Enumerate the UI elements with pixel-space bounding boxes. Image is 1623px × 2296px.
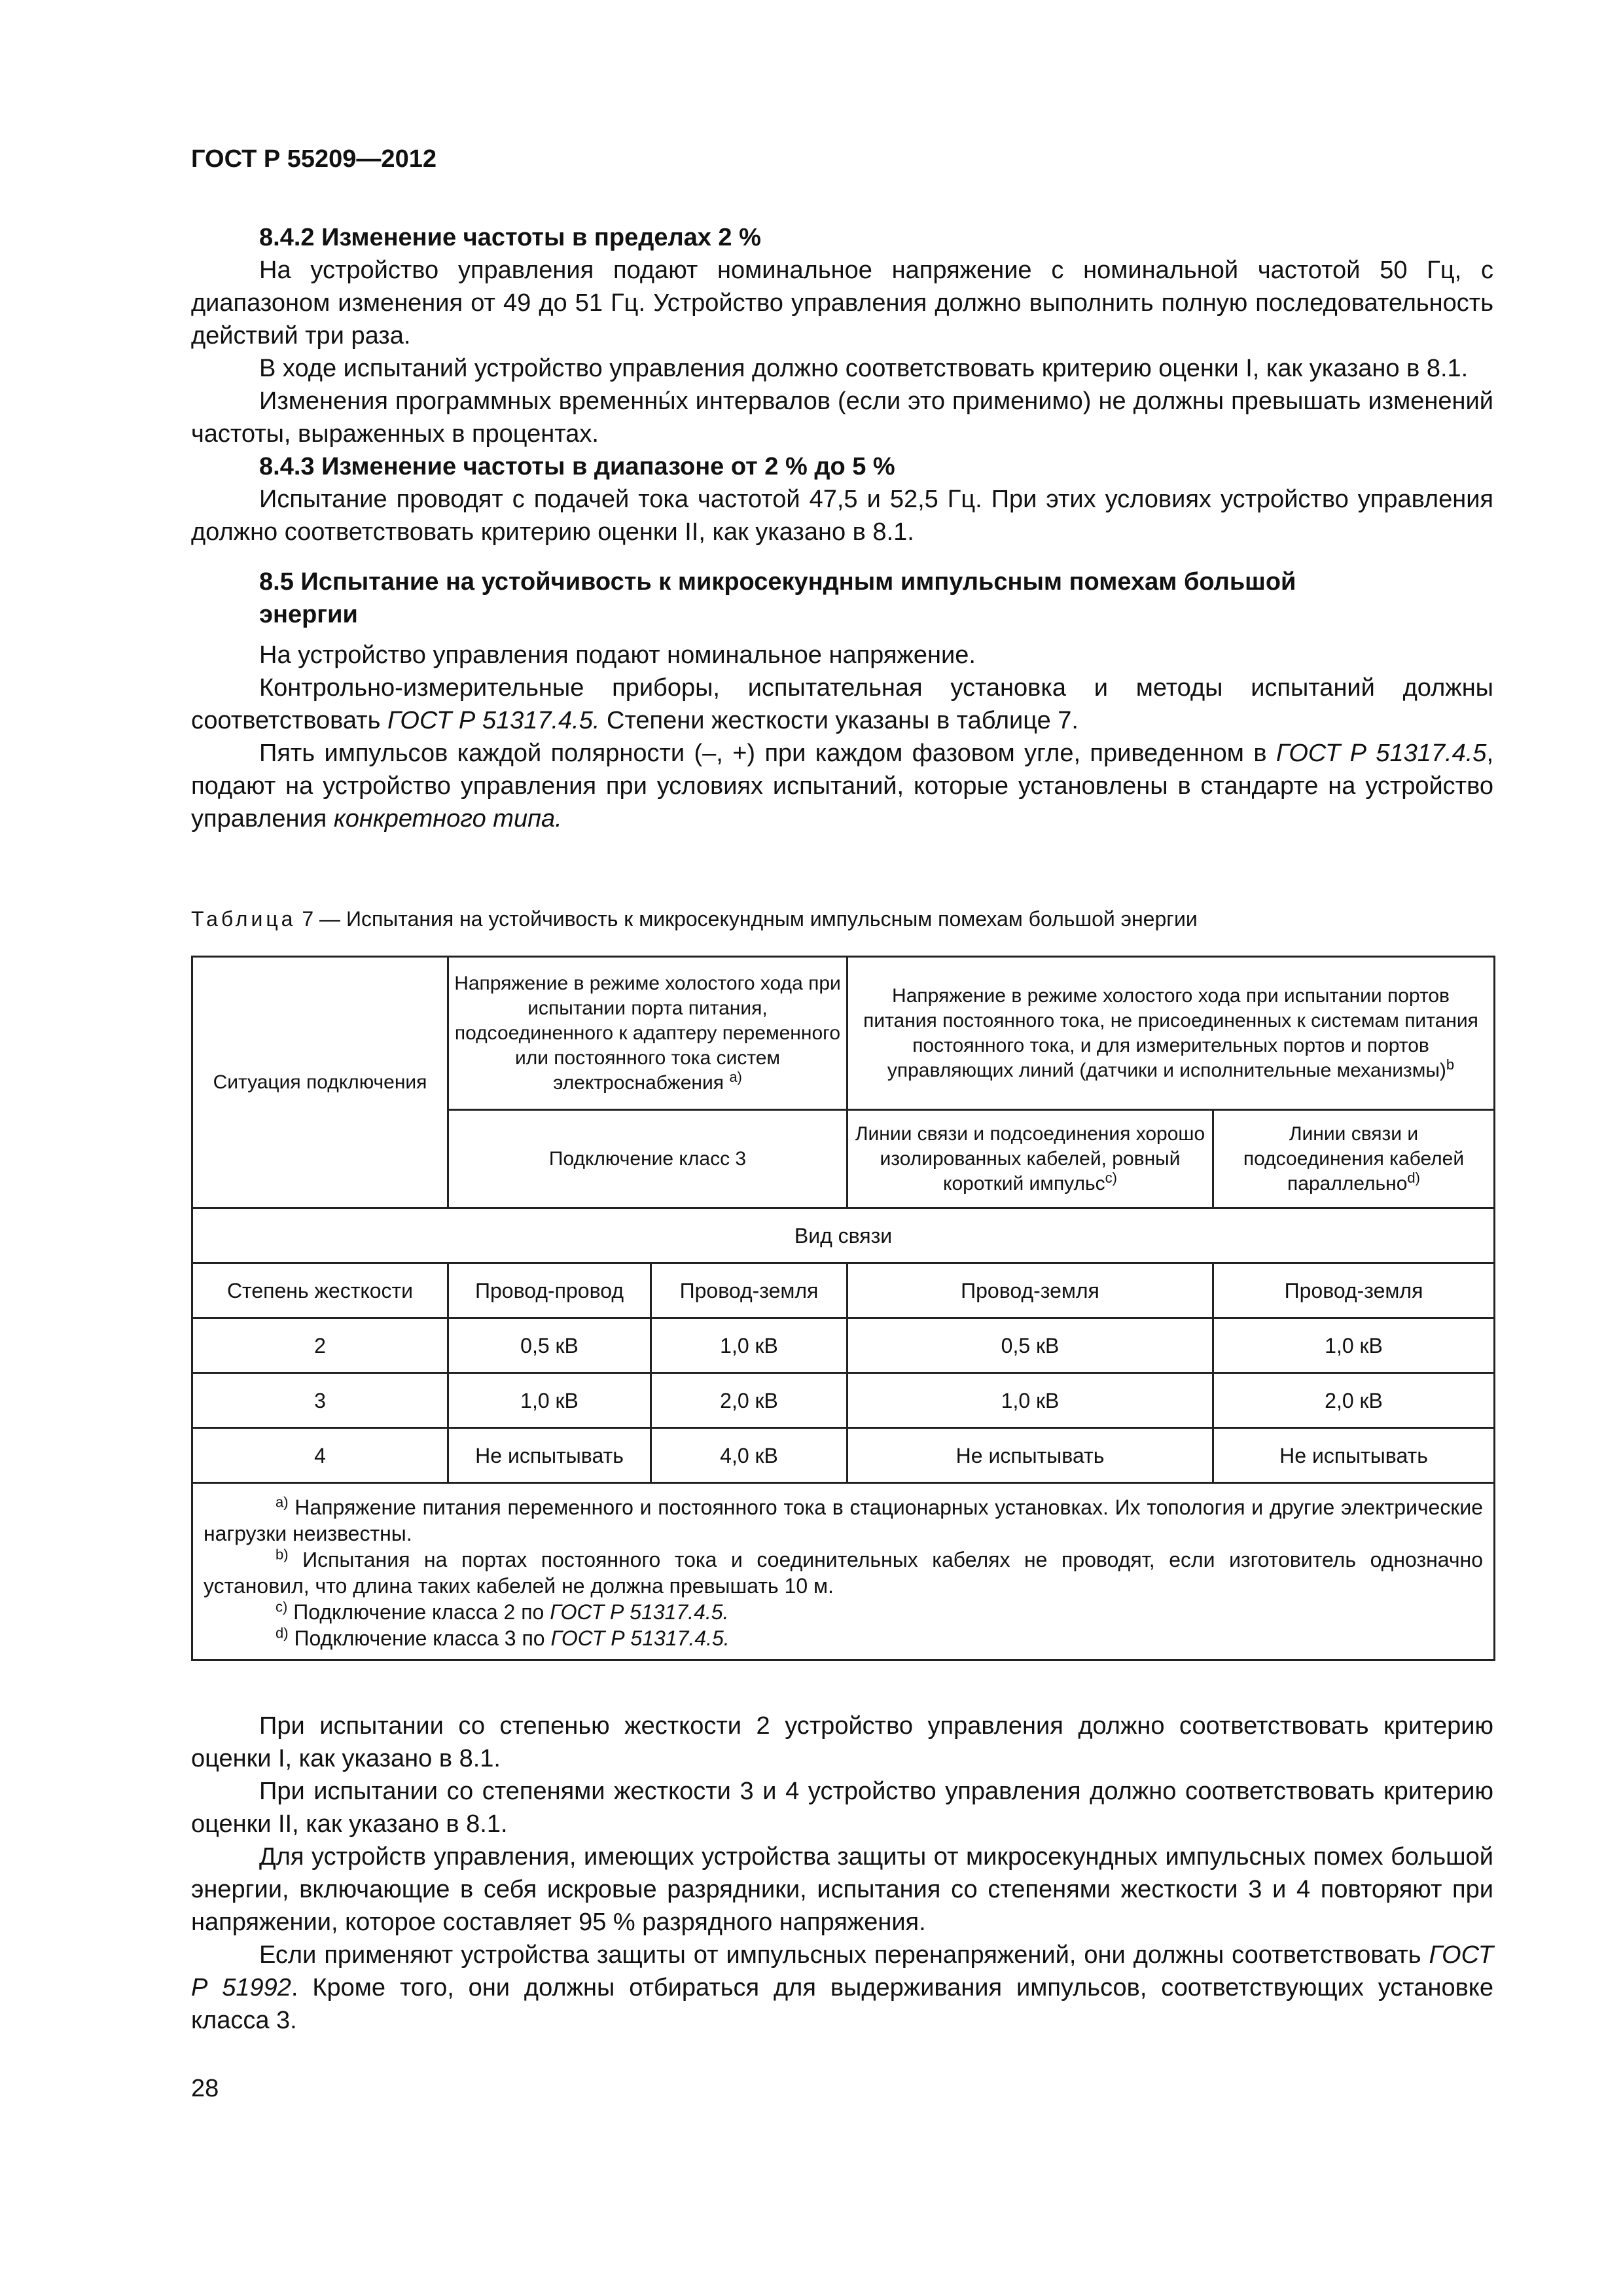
standard-reference: ГОСТ Р 51992: [191, 1941, 1493, 2001]
table-caption: Таблица 7 — Испытания на устойчивость к микросекундным импульсным помехам большой энергии: [191, 907, 1198, 931]
paragraph: Испытание проводят с подачей тока частотой 47,5 и 52,5 Гц. При этих условиях устройство управления должно соответствовать критерию оценки II, как указано в 8.1.: [191, 486, 1493, 546]
note-c: $^{c)}$ Подключение класса 2 по ГОСТ Р 51317.4.5.: [276, 1598, 729, 1624]
paragraph: В ходе испытаний устройство управления должно соответствовать критерию оценки I, как указано в 8.1.: [259, 355, 1469, 382]
header-ac-port: Напряжение в режиме холостого хода при испытании порта питания, подсоединенного к адаптеру переменного или постоянного тока систем электроснабжения $^{a)}$: [448, 957, 847, 1110]
standard-reference: ГОСТ Р 51317.4.5.: [387, 707, 600, 734]
paragraph: Если применяют устройства защиты от импульсных перенапряжений, они должны соответствовать ГОСТ Р 51992. Кроме того, они должны отбираться для выдерживания импульсов, соответствующих установке класса 3.: [191, 1941, 1493, 2034]
col-header-line-earth: Провод-земля: [1213, 1263, 1495, 1318]
paragraph: На устройство управления подают номинальное напряжение.: [259, 641, 976, 669]
header-dc-port: Напряжение в режиме холостого хода при испытании портов питания постоянного тока, не присоединенных к системам питания постоянного тока, и для измерительных портов и портов управляющих линий (датчики и исполнительные механизмы)$^b$: [847, 957, 1495, 1110]
table-cell: 4,0 кВ: [651, 1428, 847, 1483]
col-header-line-earth: Провод-земля: [651, 1263, 847, 1318]
table-cell: 3: [192, 1373, 448, 1428]
page-number: 28: [191, 2075, 219, 2102]
body-text-after-table: [191, 1710, 1493, 2037]
paragraph: Изменения программных временны́х интервалов (если это применимо) не должны превышать изменений частоты, выраженных в процентах.: [191, 387, 1493, 448]
table-cell: 0,5 кВ: [847, 1318, 1213, 1373]
header-lines-parallel: Линии связи и подсоединения кабелей параллельно$^{d)}$: [1213, 1110, 1495, 1208]
table-cell: 1,0 кВ: [1213, 1318, 1495, 1373]
header-situation: Ситуация подключения: [192, 957, 448, 1208]
paragraph: При испытании со степенями жесткости 3 и 4 устройство управления должно соответствовать критерию оценки II, как указано в 8.1.: [191, 1778, 1493, 1838]
table-cell: 1,0 кВ: [651, 1318, 847, 1373]
table-cell: 2: [192, 1318, 448, 1373]
header-connection-type: Вид связи: [192, 1208, 1495, 1263]
paragraph: При испытании со степенью жесткости 2 устройство управления должно соответствовать критерию оценки I, как указано в 8.1.: [191, 1712, 1493, 1772]
col-header-line-line: Провод-провод: [448, 1263, 651, 1318]
heading-8-4-2: 8.4.2 Изменение частоты в пределах 2 %: [259, 224, 761, 251]
col-header-line-earth: Провод-земля: [847, 1263, 1213, 1318]
paragraph: Контрольно-измерительные приборы, испытательная установка и методы испытаний должны соответствовать ГОСТ Р 51317.4.5. Степени жесткости указаны в таблице 7.: [191, 674, 1493, 734]
heading-8-5: 8.5 Испытание на устойчивость к микросекундным импульсным помехам большой энергии: [259, 568, 1296, 628]
table-cell: 1,0 кВ: [847, 1373, 1213, 1428]
standard-reference: ГОСТ Р 51317.4.5: [1275, 740, 1487, 767]
table-cell: Не испытывать: [448, 1428, 651, 1483]
document-header: ГОСТ Р 55209—2012: [191, 145, 437, 173]
paragraph: Пять импульсов каждой полярности (–, +) при каждом фазовом угле, приведенном в ГОСТ Р 51317.4.5, подают на устройство управления при условиях испытаний, которые установлены в стандарте на устройство управления конкретного типа.: [191, 740, 1493, 833]
note-a: $^{a)}$ Напряжение питания переменного и постоянного тока в стационарных установках. Их топология и другие электрические нагрузки неизвестны.: [204, 1494, 1484, 1545]
table-row: [192, 1318, 1495, 1373]
paragraph: Для устройств управления, имеющих устройства защиты от микросекундных импульсных помех большой энергии, включающие в себя искровые разрядники, испытания со степенями жесткости 3 и 4 повторяют при напряжении, которое составляет 95 % разрядного напряжения.: [191, 1843, 1493, 1936]
table-row: [192, 1373, 1495, 1428]
table-cell: 0,5 кВ: [448, 1318, 651, 1373]
col-header-severity: Степень жесткости: [192, 1263, 448, 1318]
heading-8-4-3: 8.4.3 Изменение частоты в диапазоне от 2 % до 5 %: [259, 453, 895, 480]
body-text: [191, 221, 1493, 835]
table-cell: 1,0 кВ: [448, 1373, 651, 1428]
table-7: [191, 956, 1495, 1661]
table-cell: 4: [192, 1428, 448, 1483]
paragraph: На устройство управления подают номинальное напряжение с номинальной частотой 50 Гц, с диапазоном изменения от 49 до 51 Гц. Устройство управления должно выполнить полную последовательность действий три раза.: [191, 257, 1493, 350]
table-cell: 2,0 кВ: [1213, 1373, 1495, 1428]
note-b: $^{b)}$ Испытания на портах постоянного тока и соединительных кабелях не проводят, если изготовитель однозначно установил, что длина таких кабелей не должна превышать 10 м.: [204, 1546, 1484, 1598]
table-notes: [192, 1483, 1495, 1660]
table-cell: 2,0 кВ: [651, 1373, 847, 1428]
table-cell: Не испытывать: [1213, 1428, 1495, 1483]
table-cell: Не испытывать: [847, 1428, 1213, 1483]
header-lines-isolated: Линии связи и подсоединения хорошо изолированных кабелей, ровный короткий импульс$^{c)}$: [847, 1110, 1213, 1208]
table-row: [192, 1428, 1495, 1483]
header-class3: Подключение класс 3: [448, 1110, 847, 1208]
note-d: $^{d)}$ Подключение класса 3 по ГОСТ Р 51317.4.5.: [276, 1624, 730, 1650]
